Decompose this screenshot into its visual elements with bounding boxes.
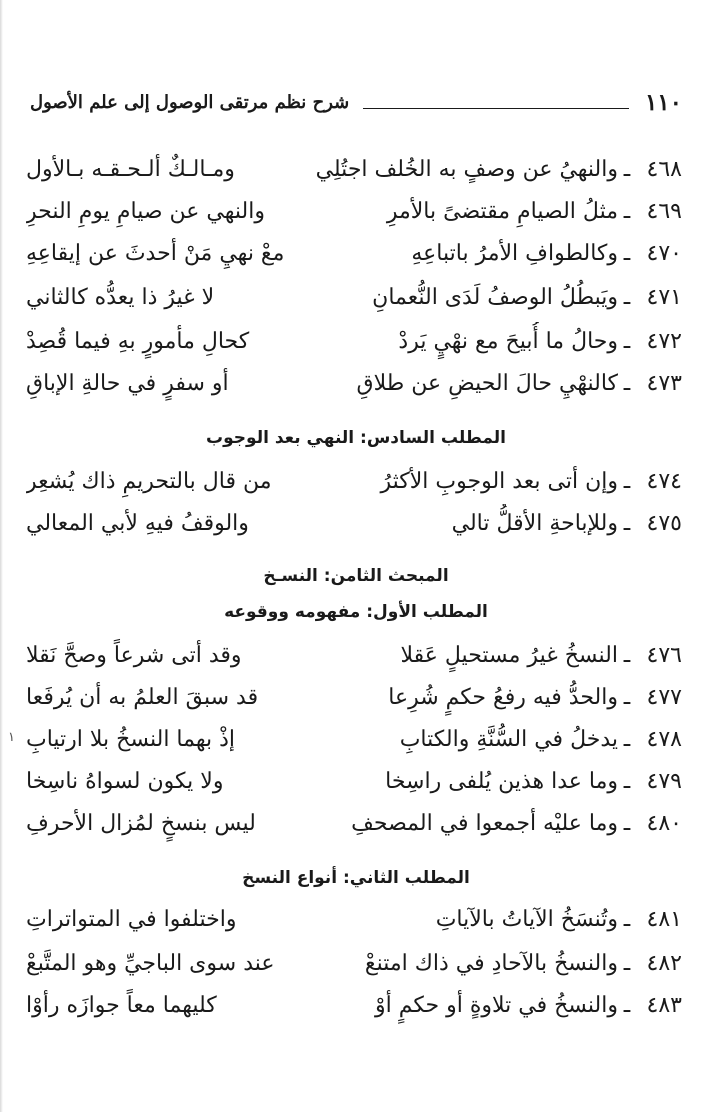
verse-dash: ـ <box>623 199 631 224</box>
verse-first-hemistich: وحالُ ما أُبيحَ مع نهْيٍ يَردْ <box>398 329 618 354</box>
verse-dash: ـ <box>623 993 631 1018</box>
verse-line <box>26 322 682 362</box>
verse-dash: ـ <box>623 685 631 710</box>
verse-second-hemistich: إذْ بهما النسخُ بلا ارتيابِ <box>26 727 236 752</box>
verse-first-hemistich: مثلُ الصيامِ مقتضىً بالأمرِ <box>386 199 618 224</box>
section-heading: المطلب السادس: النهي بعد الوجوب <box>206 428 506 448</box>
verse-dash: ـ <box>623 329 631 354</box>
header-rule <box>363 108 629 109</box>
verse-number: ٤٧٨ <box>646 727 682 752</box>
verse-second-hemistich: ومـالـكٌ ألـحـقـه بـالأول <box>26 157 235 182</box>
verse-second-hemistich: والنهي عن صيامِ يومِ النحرِ <box>26 199 265 224</box>
verse-first-hemistich: والحدُّ فيه رفعُ حكمٍ شُرِعا <box>388 685 618 710</box>
verse-line <box>26 986 682 1026</box>
verse-second-hemistich: ولا يكون لسواهُ ناسِخا <box>26 769 224 794</box>
margin-mark: ١ <box>8 730 15 745</box>
verse-first-hemistich: وللإباحةِ الأقلُّ تالي <box>451 511 618 536</box>
verse-second-hemistich: من قال بالتحريمِ ذاك يُشعِر <box>26 469 272 494</box>
running-header <box>30 84 682 120</box>
verse-number: ٤٦٩ <box>646 199 682 224</box>
verse-first-hemistich: كالنهْيِ حالَ الحيضِ عن طلاقِ <box>356 371 618 396</box>
verse-dash: ـ <box>623 811 631 836</box>
verse-line <box>26 364 682 404</box>
verse-number: ٤٧١ <box>646 285 682 310</box>
verse-second-hemistich: ليس بنسخٍ لمُزال الأحرفِ <box>26 811 256 836</box>
verse-line <box>26 762 682 802</box>
verse-first-hemistich: النسخُ غيرُ مستحيلٍ عَقلا <box>400 643 618 668</box>
verse-first-hemistich: والنسخُ في تلاوةٍ أو حكمٍ أوْ <box>375 993 618 1018</box>
verse-dash: ـ <box>623 241 631 266</box>
verse-number: ٤٧٦ <box>646 643 682 668</box>
verse-number: ٤٧٠ <box>646 241 682 266</box>
verse-second-hemistich: والوقفُ فيهِ لأبي المعالي <box>26 511 249 536</box>
verse-first-hemistich: والنهيُ عن وصفٍ به الخُلف اجتُلِي <box>316 157 618 182</box>
verse-number: ٤٨٢ <box>646 951 682 976</box>
verse-second-hemistich: معْ نهيِ مَنْ أحدثَ عن إيقاعِهِ <box>26 241 285 266</box>
verse-line <box>26 150 682 190</box>
verse-second-hemistich: أو سفرٍ في حالةِ الإباقِ <box>26 371 229 396</box>
verse-number: ٤٨٣ <box>646 993 682 1018</box>
verse-second-hemistich: عند سوى الباجيِّ وهو المتَّبعْ <box>26 951 275 976</box>
verse-second-hemistich: واختلفوا في المتواتراتِ <box>26 907 237 932</box>
verse-first-hemistich: وما عدا هذين يُلفى راسِخا <box>385 769 618 794</box>
verse-dash: ـ <box>623 285 631 310</box>
verse-second-hemistich: قد سبقَ العلمُ به أن يُرفَعا <box>26 685 259 710</box>
page-edge-shadow <box>0 0 3 1112</box>
verse-dash: ـ <box>623 469 631 494</box>
verse-line <box>26 678 682 718</box>
verse-line <box>26 462 682 502</box>
verse-first-hemistich: وتُنسَخُ الآياتُ بالآياتِ <box>435 907 618 932</box>
chapter-heading: المبحث الثامن: النسـخ <box>263 566 449 586</box>
verse-number: ٤٧٤ <box>646 469 682 494</box>
verse-line <box>26 278 682 318</box>
verse-number: ٤٧٧ <box>646 685 682 710</box>
verse-dash: ـ <box>623 371 631 396</box>
page-number: ١١٠ <box>644 88 682 116</box>
section-heading: المطلب الثاني: أنواع النسخ <box>242 868 470 888</box>
verse-first-hemistich: وإن أتى بعد الوجوبِ الأكثرُ <box>380 469 618 494</box>
verse-first-hemistich: وكالطوافِ الأمرُ باتباعِهِ <box>411 241 618 266</box>
verse-number: ٤٧٣ <box>646 371 682 396</box>
verse-dash: ـ <box>623 727 631 752</box>
verse-line <box>26 900 682 940</box>
verse-second-hemistich: كحالِ مأمورٍ بهِ فيما قُصِدْ <box>26 329 250 354</box>
section-heading: المطلب الأول: مفهومه ووقوعه <box>224 602 488 622</box>
verse-dash: ـ <box>623 907 631 932</box>
verse-line <box>26 504 682 544</box>
verse-number: ٤٧٥ <box>646 511 682 536</box>
verse-number: ٤٨١ <box>646 907 682 932</box>
verse-first-hemistich: وما عليْه أجمعوا في المصحفِ <box>351 811 618 836</box>
verse-second-hemistich: وقد أتى شرعاً وصحَّ نَقلا <box>26 643 242 668</box>
verse-number: ٤٧٢ <box>646 329 682 354</box>
verse-line <box>26 944 682 984</box>
verse-line <box>26 636 682 676</box>
verse-line <box>26 804 682 844</box>
verse-number: ٤٧٩ <box>646 769 682 794</box>
verse-dash: ـ <box>623 643 631 668</box>
verse-first-hemistich: يدخلُ في السُّنَّةِ والكتابِ <box>399 727 618 752</box>
verse-line <box>26 720 682 760</box>
running-title: شرح نظم مرتقى الوصول إلى علم الأصول <box>30 91 350 113</box>
verse-number: ٤٨٠ <box>646 811 682 836</box>
verse-dash: ـ <box>623 951 631 976</box>
verse-dash: ـ <box>623 769 631 794</box>
verse-dash: ـ <box>623 157 631 182</box>
verse-line <box>26 234 682 274</box>
verse-first-hemistich: والنسخُ بالآحادِ في ذاك امتنعْ <box>364 951 618 976</box>
verse-first-hemistich: ويَبطُلُ الوصفُ لَدَى النُّعمانِ <box>372 285 618 310</box>
verse-second-hemistich: لا غيرُ ذا يعدُّه كالثاني <box>26 285 215 310</box>
verse-number: ٤٦٨ <box>646 157 682 182</box>
verse-second-hemistich: كليهما معاً جوازَه رأوْا <box>26 993 217 1018</box>
verse-line <box>26 192 682 232</box>
verse-dash: ـ <box>623 511 631 536</box>
